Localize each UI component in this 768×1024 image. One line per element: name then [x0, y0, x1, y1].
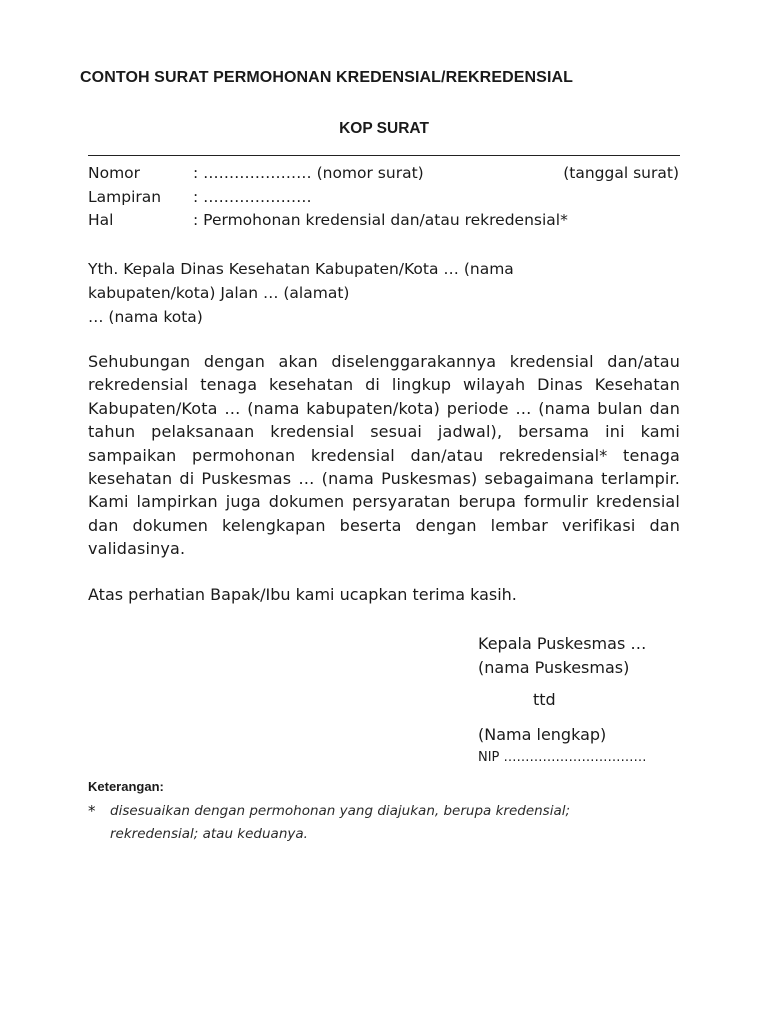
tanggal-surat: (tanggal surat)	[563, 164, 679, 182]
document-title: CONTOH SURAT PERMOHONAN KREDENSIAL/REKREDENSIAL	[80, 69, 574, 86]
notes-heading: Keterangan:	[88, 779, 164, 794]
recipient-line: kabupaten/kota) Jalan … (alamat)	[88, 284, 350, 302]
signer-name: (Nama lengkap)	[478, 725, 607, 744]
note-text	[110, 800, 630, 846]
nomor-value: : ………………… (nomor surat)	[193, 164, 424, 182]
note-line: rekredensial; atau keduanya.	[110, 826, 308, 842]
recipient-address	[88, 257, 688, 329]
signer-position: Kepala Puskesmas …	[478, 634, 647, 653]
note-line: disesuaikan dengan permohonan yang diajukan, berupa kredensial;	[110, 803, 571, 819]
body-paragraph: Sehubungan dengan akan diselenggarakannya kredensial dan/atau rekredensial tenaga kesehatan di lingkup wilayah Dinas Kesehatan Kabupaten/Kota … (nama kabupaten/kota) periode … (nama bulan dan tahun pelaksanaan kredensial sesuai jadwal), bersama ini kami sampaikan permohonan kredensial dan/atau rekredensial* tenaga kesehatan di Puskesmas … (nama Puskesmas) sebagaimana terlampir. Kami lampirkan juga dokumen persyaratan berupa formulir kredensial dan dokumen kelengkapan beserta dengan lembar verifikasi dan validasinya.	[88, 352, 680, 559]
header-divider	[88, 155, 680, 156]
signer-organization: (nama Puskesmas)	[478, 658, 630, 677]
closing-sentence: Atas perhatian Bapak/Ibu kami ucapkan terima kasih.	[88, 585, 517, 604]
hal-value: : Permohonan kredensial dan/atau rekredensial*	[193, 211, 568, 229]
letterhead-placeholder: KOP SURAT	[339, 120, 429, 137]
recipient-line: Yth. Kepala Dinas Kesehatan Kabupaten/Kota … (nama	[88, 260, 514, 278]
note-marker: *	[88, 802, 96, 820]
recipient-line: … (nama kota)	[88, 308, 203, 326]
signer-nip: NIP ……………………………	[478, 750, 647, 765]
lampiran-value: : …………………	[193, 188, 312, 206]
hal-label: Hal	[88, 211, 114, 229]
nomor-label: Nomor	[88, 164, 141, 182]
signature-mark: ttd	[533, 690, 556, 709]
lampiran-label: Lampiran	[88, 188, 162, 206]
